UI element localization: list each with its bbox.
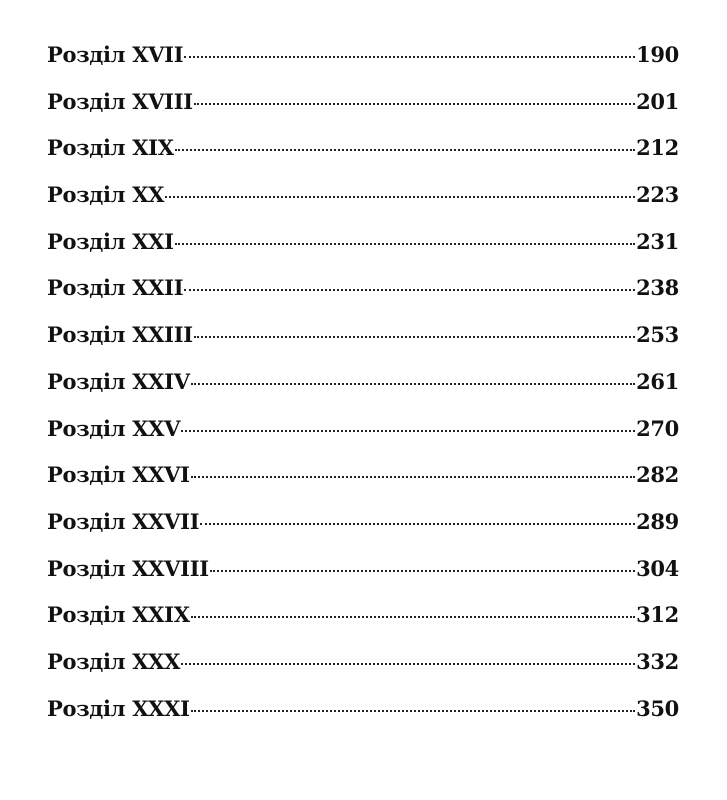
toc-entry-page: 282 (636, 462, 679, 488)
toc-dot-leader (175, 149, 635, 151)
toc-entry (47, 416, 679, 463)
toc-dot-leader (184, 289, 635, 291)
toc-entry (47, 556, 679, 603)
toc-entry-title: Розділ XXIX (47, 602, 190, 628)
toc-dot-leader (191, 476, 635, 478)
toc-entry-title: Розділ XX (47, 182, 165, 208)
toc-entry-page: 201 (636, 88, 679, 114)
toc-entry-title: Розділ XXV (47, 415, 181, 441)
toc-dot-leader (191, 710, 635, 712)
toc-entry (47, 696, 679, 743)
toc-entry (47, 509, 679, 556)
toc-entry-title: Розділ XXI (47, 228, 174, 254)
toc-entry-page: 253 (636, 322, 679, 348)
toc-dot-leader (210, 570, 635, 572)
toc-entry-title: Розділ XXVII (47, 508, 200, 534)
toc-entry (47, 135, 679, 182)
toc-entry-page: 190 (636, 42, 679, 67)
toc-dot-leader (191, 383, 635, 385)
toc-dot-leader (191, 616, 635, 618)
toc-entry-page: 312 (636, 602, 679, 628)
toc-entry-page: 304 (636, 555, 679, 581)
toc-entry (47, 369, 679, 416)
toc-entry-page: 289 (636, 508, 679, 534)
toc-dot-leader (194, 336, 635, 338)
toc-entry-title: Розділ XXVI (47, 462, 190, 488)
toc-entry (47, 275, 679, 322)
toc-entry-title: Розділ XXII (47, 275, 184, 301)
toc-entry (47, 229, 679, 276)
toc-entry-page: 270 (636, 415, 679, 441)
toc-entry-page: 212 (636, 135, 679, 161)
toc-entry-page: 238 (636, 275, 679, 301)
toc-entry-title: Розділ XXVIII (47, 555, 209, 581)
toc-entry (47, 89, 679, 136)
table-of-contents (47, 42, 679, 742)
toc-entry-page: 350 (636, 695, 679, 721)
toc-entry-title: Розділ XXIII (47, 322, 193, 348)
toc-entry-title: Розділ XXXI (47, 695, 190, 721)
toc-dot-leader (184, 56, 635, 58)
toc-entry (47, 182, 679, 229)
toc-entry (47, 602, 679, 649)
toc-entry (47, 649, 679, 696)
toc-entry-page: 332 (636, 648, 679, 674)
toc-entry-page: 261 (636, 368, 679, 394)
toc-dot-leader (165, 196, 635, 198)
toc-entry-title: Розділ XVII (47, 42, 184, 67)
toc-dot-leader (181, 663, 635, 665)
toc-entry-title: Розділ XIX (47, 135, 174, 161)
toc-entry-title: Розділ XVIII (47, 88, 193, 114)
toc-entry-page: 231 (636, 228, 679, 254)
toc-dot-leader (194, 103, 635, 105)
toc-dot-leader (200, 523, 635, 525)
toc-dot-leader (175, 243, 635, 245)
toc-entry-page: 223 (636, 182, 679, 208)
toc-entry (47, 42, 679, 89)
toc-entry-title: Розділ XXIV (47, 368, 190, 394)
toc-entry (47, 322, 679, 369)
toc-entry (47, 462, 679, 509)
toc-entry-title: Розділ XXX (47, 648, 181, 674)
toc-dot-leader (181, 430, 635, 432)
